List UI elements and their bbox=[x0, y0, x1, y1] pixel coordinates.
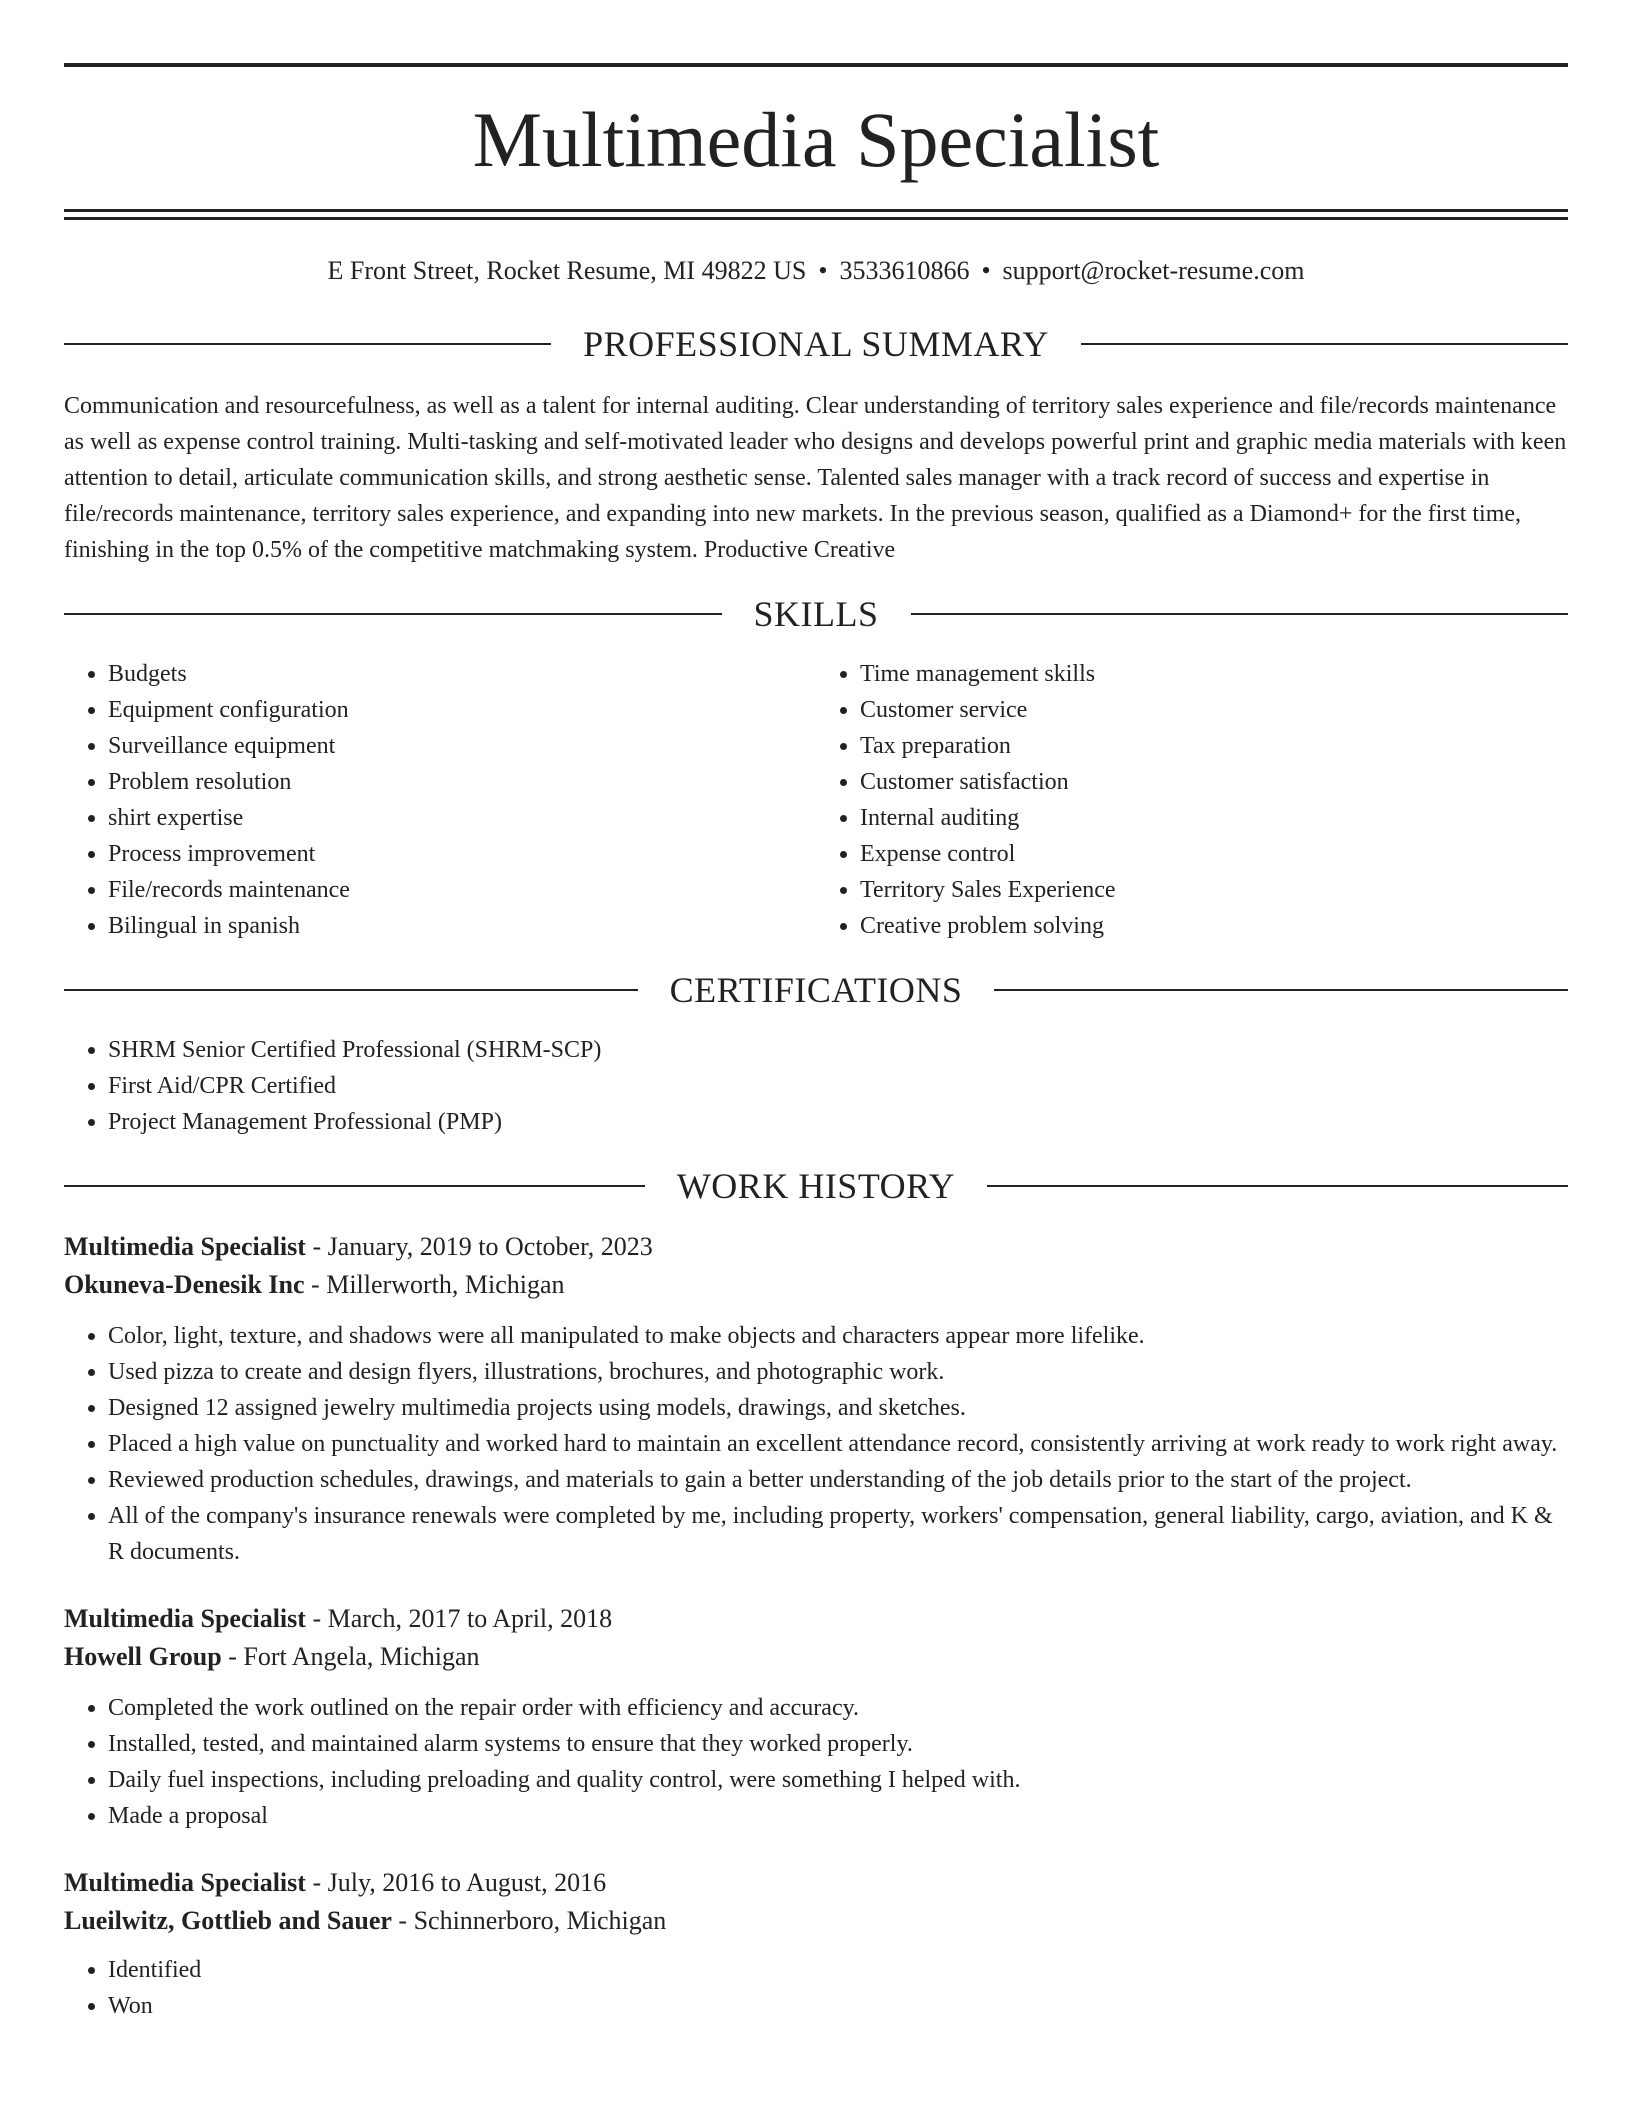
heading-rule bbox=[64, 1185, 645, 1187]
job-title: Multimedia Specialist bbox=[64, 1868, 306, 1897]
skill-item: • Internal auditing bbox=[860, 800, 1568, 836]
skills-columns bbox=[64, 656, 1568, 944]
skill-item: • Time management skills bbox=[860, 656, 1568, 692]
skill-item: • Territory Sales Experience bbox=[860, 872, 1568, 908]
job-location: Millerworth, Michigan bbox=[326, 1270, 565, 1299]
skill-item: • Budgets bbox=[108, 656, 816, 692]
section-title: CERTIFICATIONS bbox=[669, 970, 963, 1010]
job-company-line: Okuneva-Denesik Inc - Millerworth, Michigan bbox=[64, 1270, 565, 1299]
job-title-line: Multimedia Specialist - March, 2017 to April, 2018 bbox=[64, 1604, 613, 1633]
job-entry bbox=[64, 1864, 1568, 2024]
section-title: WORK HISTORY bbox=[676, 1166, 956, 1206]
certification-item: • Project Management Professional (PMP) bbox=[108, 1104, 1568, 1140]
job-company: Okuneva-Denesik Inc bbox=[64, 1270, 305, 1299]
certification-item: • SHRM Senior Certified Professional (SHRM-SCP) bbox=[108, 1032, 1568, 1068]
top-rule bbox=[64, 63, 1568, 67]
job-company-line: Lueilwitz, Gottlieb and Sauer - Schinnerboro, Michigan bbox=[64, 1906, 667, 1935]
skill-item: • Creative problem solving bbox=[860, 908, 1568, 944]
job-bullets bbox=[64, 1690, 1568, 1834]
contact-separator: • bbox=[981, 256, 991, 285]
skill-item: • Problem resolution bbox=[108, 764, 816, 800]
skills-list-right bbox=[816, 656, 1568, 944]
job-bullet: • Placed a high value on punctuality and worked hard to maintain an excellent attendance record, consistently arriving at work ready to work right away. bbox=[108, 1426, 1568, 1462]
skill-item: • shirt expertise bbox=[108, 800, 816, 836]
job-bullet: • Daily fuel inspections, including preloading and quality control, were something I helped with. bbox=[108, 1762, 1568, 1798]
job-bullet: • Won bbox=[108, 1988, 1568, 2024]
heading-rule bbox=[64, 343, 551, 345]
skill-item: • Tax preparation bbox=[860, 728, 1568, 764]
heading-rule bbox=[64, 613, 722, 615]
job-bullet: • Completed the work outlined on the repair order with efficiency and accuracy. bbox=[108, 1690, 1568, 1726]
job-title-line: Multimedia Specialist - January, 2019 to October, 2023 bbox=[64, 1232, 653, 1261]
skill-item: • Customer satisfaction bbox=[860, 764, 1568, 800]
contact-line bbox=[64, 258, 1568, 284]
job-bullets bbox=[64, 1952, 1568, 2024]
summary-text: Communication and resourcefulness, as well as a talent for internal auditing. Clear understanding of territory sales experience and file/records maintenance as well as expense control training. Multi-tasking and self-motivated leader who designs and develops powerful print and graphic media materials with keen attention to detail, articulate communication skills, and strong aesthetic sense. Talented sales manager with a track record of success and expertise in file/records maintenance, territory sales experience, and expanding into new markets. In the previous season, qualified as a Diamond+ for the first time, finishing in the top 0.5% of the competitive matchmaking system. Productive Creative bbox=[64, 393, 1567, 563]
certification-item: • First Aid/CPR Certified bbox=[108, 1068, 1568, 1104]
skill-item: • File/records maintenance bbox=[108, 872, 816, 908]
job-bullets bbox=[64, 1318, 1568, 1570]
job-title-line: Multimedia Specialist - July, 2016 to August, 2016 bbox=[64, 1868, 607, 1897]
skill-item: • Expense control bbox=[860, 836, 1568, 872]
heading-rule bbox=[994, 989, 1568, 991]
job-bullet: • Color, light, texture, and shadows were all manipulated to make objects and characters appear more lifelike. bbox=[108, 1318, 1568, 1354]
heading-rule bbox=[911, 613, 1569, 615]
contact-address: E Front Street, Rocket Resume, MI 49822 US bbox=[327, 256, 807, 285]
skills-list-left bbox=[64, 656, 816, 944]
summary-section-heading bbox=[64, 326, 1568, 362]
certifications-section-heading bbox=[64, 972, 1568, 1008]
heading-rule bbox=[987, 1185, 1568, 1187]
job-dates: March, 2017 to April, 2018 bbox=[327, 1604, 613, 1633]
job-bullet: • Installed, tested, and maintained alarm systems to ensure that they worked properly. bbox=[108, 1726, 1568, 1762]
job-entry bbox=[64, 1228, 1568, 1570]
job-location: Fort Angela, Michigan bbox=[243, 1642, 480, 1671]
certifications-list bbox=[64, 1032, 1568, 1140]
skill-item: • Equipment configuration bbox=[108, 692, 816, 728]
heading-rule bbox=[64, 989, 638, 991]
job-bullet: • All of the company's insurance renewals were completed by me, including property, workers' compensation, general liability, cargo, aviation, and K & R documents. bbox=[108, 1498, 1568, 1570]
section-title: PROFESSIONAL SUMMARY bbox=[583, 324, 1049, 364]
job-entry bbox=[64, 1600, 1568, 1834]
job-bullet: • Used pizza to create and design flyers, illustrations, brochures, and photographic work. bbox=[108, 1354, 1568, 1390]
contact-separator: • bbox=[818, 256, 828, 285]
skills-section-heading bbox=[64, 596, 1568, 632]
section-title: SKILLS bbox=[753, 594, 879, 634]
resume-title: Multimedia Specialist bbox=[472, 96, 1160, 183]
job-title: Multimedia Specialist bbox=[64, 1232, 306, 1261]
job-title: Multimedia Specialist bbox=[64, 1604, 306, 1633]
job-bullet: • Made a proposal bbox=[108, 1798, 1568, 1834]
job-location: Schinnerboro, Michigan bbox=[413, 1906, 667, 1935]
job-dates: January, 2019 to October, 2023 bbox=[327, 1232, 653, 1261]
work-section-heading bbox=[64, 1168, 1568, 1204]
job-company: Howell Group bbox=[64, 1642, 222, 1671]
job-bullet: • Identified bbox=[108, 1952, 1568, 1988]
contact-phone: 3533610866 bbox=[839, 256, 970, 285]
contact-email: support@rocket-resume.com bbox=[1002, 256, 1305, 285]
job-dates: July, 2016 to August, 2016 bbox=[327, 1868, 607, 1897]
job-company: Lueilwitz, Gottlieb and Sauer bbox=[64, 1906, 392, 1935]
heading-rule bbox=[1081, 343, 1568, 345]
job-bullet: • Reviewed production schedules, drawings, and materials to gain a better understanding of the job details prior to the start of the project. bbox=[108, 1462, 1568, 1498]
job-company-line: Howell Group - Fort Angela, Michigan bbox=[64, 1642, 480, 1671]
skill-item: • Process improvement bbox=[108, 836, 816, 872]
title-double-rule bbox=[64, 209, 1568, 220]
skill-item: • Customer service bbox=[860, 692, 1568, 728]
job-bullet: • Designed 12 assigned jewelry multimedia projects using models, drawings, and sketches. bbox=[108, 1390, 1568, 1426]
resume-page bbox=[64, 63, 1568, 2024]
skill-item: • Bilingual in spanish bbox=[108, 908, 816, 944]
skill-item: • Surveillance equipment bbox=[108, 728, 816, 764]
